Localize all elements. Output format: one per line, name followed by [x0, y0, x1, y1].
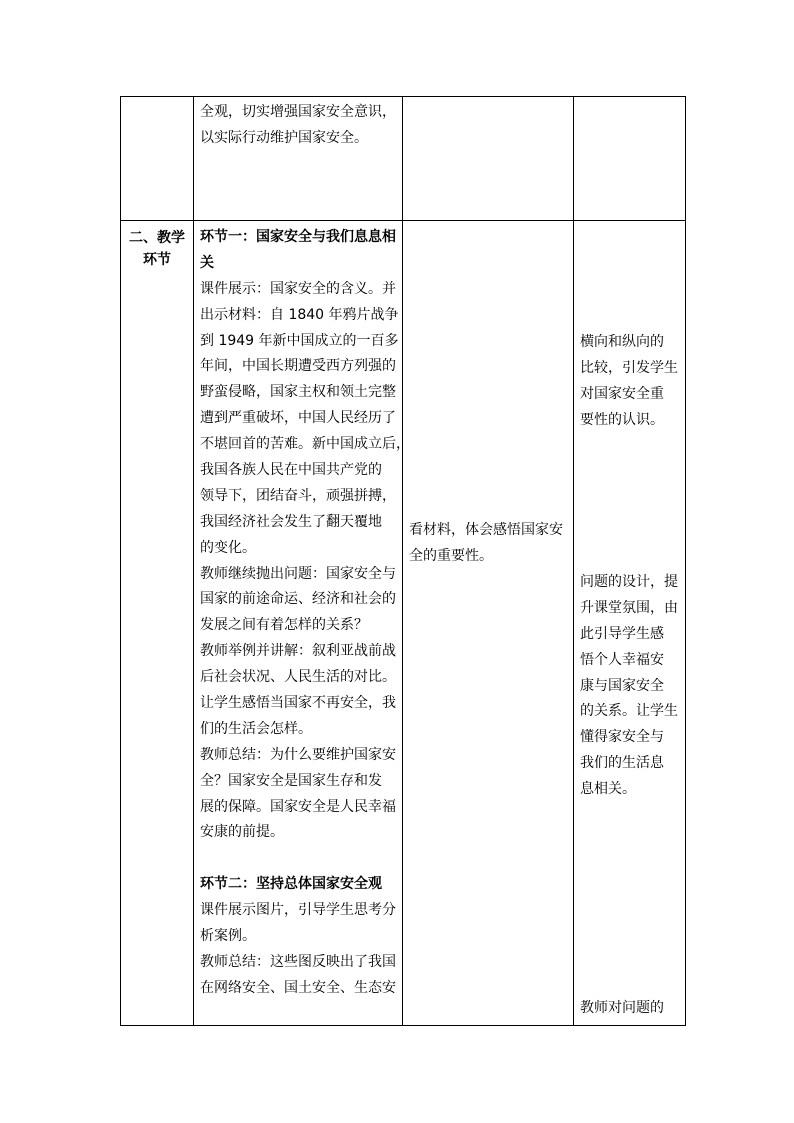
teacher-activity-cell [200, 225, 410, 1002]
text-line: 升课堂氛围，由 [580, 599, 678, 616]
text-line: 教师总结：这些图反映出了我国 [200, 953, 396, 970]
student-activity-cell [409, 518, 563, 570]
text-line: 领导下，团结奋斗，顽强拼搏， [200, 487, 396, 504]
text-line: 全的重要性。 [409, 547, 493, 564]
section-label-line: 环节 [143, 252, 171, 268]
text-line: 比较，引发学生 [580, 359, 678, 376]
text-line: 不堪回首的苦难。新中国成立后， [200, 436, 410, 453]
text-line: 我国经济社会发生了翻天覆地 [200, 513, 382, 530]
segment-heading: 环节一：国家安全与我们息息相 [200, 229, 396, 245]
text-line: 展的保障。国家安全是人民幸福 [200, 798, 396, 815]
text-line: 遭到严重破坏，中国人民经历了 [200, 410, 396, 427]
text-line: 横向和纵向的 [580, 334, 664, 350]
section-label-line: 二、教学 [129, 230, 185, 246]
text-line: 出示材料：自 1840 年鸦片战争 [200, 306, 399, 323]
text-line: 课件展示：国家安全的含义。并 [200, 280, 396, 297]
text-line: 课件展示图片，引导学生思考分 [200, 902, 396, 919]
text-line: 此引导学生感 [580, 625, 664, 642]
text-line: 教师继续抛出问题：国家安全与 [200, 565, 396, 582]
text-line: 析案例。 [200, 928, 256, 945]
text-line: 发展之间有着怎样的关系？ [200, 617, 368, 634]
text-line: 我们的生活息 [580, 755, 664, 772]
design-intent-block [580, 570, 678, 803]
text-line: 懂得家安全与 [580, 729, 664, 746]
text-line: 的关系。让学生 [580, 703, 678, 720]
row-divider [120, 220, 686, 221]
text-line: 们的生活会怎样。 [200, 720, 312, 737]
text-line: 我国各族人民在中国共产党的 [200, 462, 382, 479]
text-line: 让学生感悟当国家不再安全，我 [200, 695, 396, 712]
text-line: 教师举例并讲解：叙利亚战前战 [200, 643, 396, 660]
section-label-cell [121, 227, 193, 271]
text-line: 看材料，体会感悟国家安 [409, 522, 563, 538]
text-line: 教师对问题的 [580, 1000, 664, 1016]
text-line: 以实际行动维护国家安全。 [200, 129, 368, 146]
design-intent-block [580, 996, 664, 1022]
table-bottom-border [120, 1025, 686, 1026]
text-line: 全？国家安全是国家生存和发 [200, 772, 382, 789]
text-line: 康与国家安全 [580, 677, 664, 694]
text-line: 年间，中国长期遭受西方列强的 [200, 358, 396, 375]
text-line: 对国家安全重 [580, 385, 664, 402]
row1-content-cell [200, 100, 396, 152]
text-line: 息相关。 [580, 781, 636, 798]
table-right-border [685, 96, 686, 1026]
text-line: 到 1949 年新中国成立的一百多 [200, 332, 399, 349]
text-line: 安康的前提。 [200, 824, 284, 841]
text-line: 要性的认识。 [580, 411, 664, 428]
table-top-border [120, 96, 686, 97]
text-line: 教师总结：为什么要维护国家安 [200, 746, 396, 763]
segment-heading: 关 [200, 254, 214, 271]
text-line: 全观，切实增强国家安全意识， [200, 104, 396, 120]
paragraph-gap [200, 846, 410, 872]
text-line: 问题的设计，提 [580, 574, 678, 590]
column-divider-3 [573, 96, 574, 1026]
text-line: 的变化。 [200, 539, 256, 556]
text-line: 国家的前途命运、经济和社会的 [200, 591, 396, 608]
text-line: 野蛮侵略，国家主权和领土完整 [200, 384, 396, 401]
column-divider-1 [193, 96, 194, 1026]
text-line: 悟个人幸福安 [580, 651, 664, 668]
design-intent-block [580, 330, 678, 434]
text-line: 后社会状况、人民生活的对比。 [200, 669, 396, 686]
text-line: 在网络安全、国土安全、生态安 [200, 979, 396, 996]
segment-heading: 环节二：坚持总体国家安全观 [200, 876, 382, 893]
